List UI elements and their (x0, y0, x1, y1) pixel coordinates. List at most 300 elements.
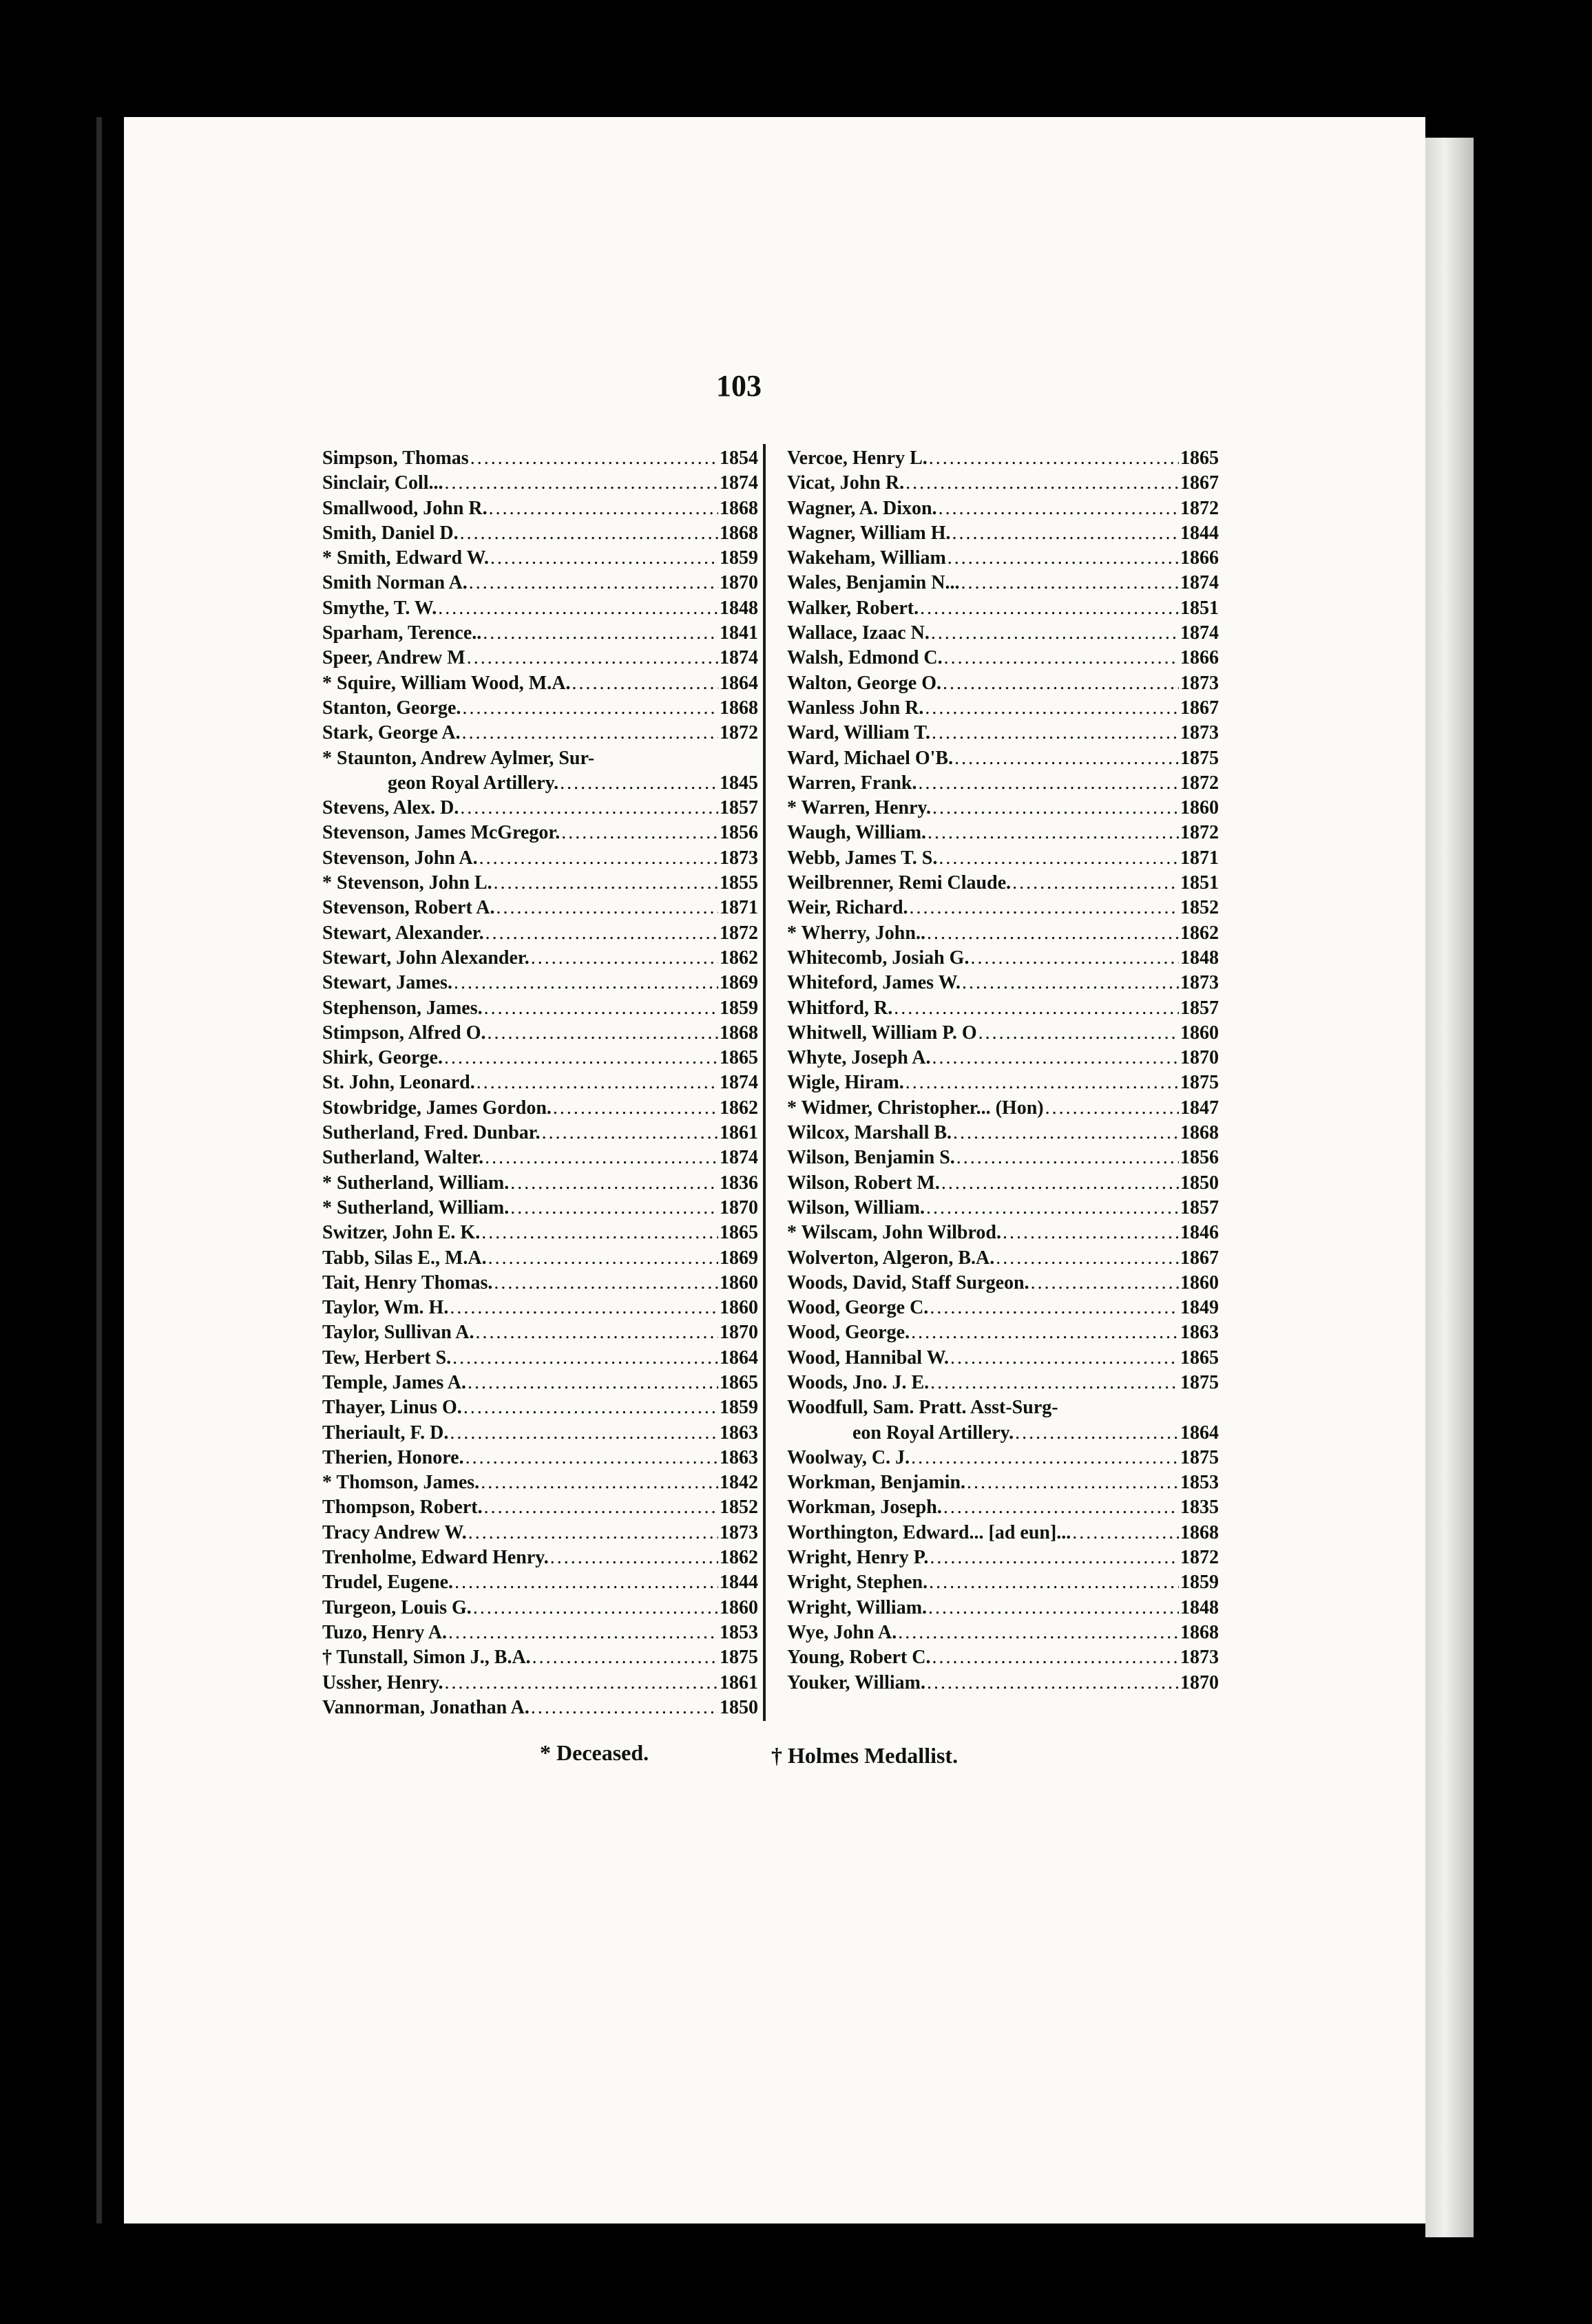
entry-name: Sparham, Terence.. (322, 622, 482, 644)
list-item (322, 1171, 758, 1196)
entry-name: Theriault, F. D. (322, 1422, 449, 1444)
entry-year: 1853 (720, 1621, 758, 1643)
entry-name: Woods, Jno. J. E. (787, 1371, 930, 1393)
entry-year: 1870 (720, 1322, 758, 1344)
list-item (787, 1495, 1219, 1520)
entry-name: Walker, Robert. (787, 597, 919, 619)
entry-name: Youker, William. (787, 1671, 925, 1693)
entry-name: Smith, Daniel D. (322, 522, 459, 544)
list-item (322, 1596, 758, 1620)
entry-name: Weir, Richard. (787, 897, 908, 919)
entry-year: 1848 (1180, 1596, 1219, 1618)
medallist-footnote: † Holmes Medallist. (771, 1743, 959, 1768)
entry-name: Young, Robert C. (787, 1647, 931, 1669)
entry-year: 1874 (720, 1147, 758, 1169)
list-item (322, 1395, 758, 1420)
list-item (787, 846, 1219, 871)
leader-dots (961, 571, 1179, 595)
entry-year: 1868 (1180, 1122, 1219, 1144)
entry-year: 1851 (1180, 597, 1219, 619)
leader-dots (494, 1271, 718, 1296)
entry-year: 1868 (720, 497, 758, 519)
entry-name: Stowbridge, James Gordon. (322, 1097, 552, 1119)
entry-name: Webb, James T. S. (787, 847, 938, 869)
page-edge (1425, 138, 1474, 2237)
entry-year: 1866 (1180, 647, 1219, 669)
entry-year: 1867 (1180, 472, 1219, 494)
leader-dots (978, 1021, 1179, 1046)
entry-name: Turgeon, Louis G. (322, 1596, 472, 1618)
entry-name: Temple, James A. (322, 1371, 466, 1393)
entry-year: 1861 (720, 1671, 758, 1693)
entry-year: 1874 (720, 647, 758, 669)
entry-year: 1870 (1180, 1671, 1219, 1693)
leader-dots (484, 996, 718, 1021)
list-item (787, 721, 1219, 746)
entry-year: 1865 (1180, 447, 1219, 469)
entry-name: Ussher, Henry. (322, 1671, 443, 1693)
leader-dots (952, 521, 1179, 546)
entry-name: Wagner, William H. (787, 522, 951, 544)
list-item (787, 1671, 1219, 1696)
leader-dots (911, 1320, 1179, 1345)
leader-dots (481, 1221, 718, 1245)
list-item (322, 1545, 758, 1570)
entry-year: 1860 (1180, 1022, 1219, 1044)
entry-year: 1860 (1180, 797, 1219, 819)
leader-dots (1015, 1421, 1179, 1446)
entry-name: Waugh, William. (787, 822, 927, 844)
entry-name: Wood, George. (787, 1322, 910, 1344)
leader-dots (910, 896, 1179, 920)
leader-dots (463, 1395, 718, 1420)
entry-year: 1875 (1180, 1446, 1219, 1468)
entry-name: Taylor, Wm. H. (322, 1297, 449, 1319)
list-item (322, 746, 758, 771)
list-item (322, 596, 758, 621)
entry-name: Switzer, John E. K. (322, 1222, 481, 1244)
list-item (787, 571, 1219, 595)
leader-dots (470, 446, 718, 471)
entry-year: 1865 (720, 1047, 758, 1069)
leader-dots (454, 971, 718, 995)
list-item (787, 621, 1219, 646)
leader-dots (510, 1196, 718, 1221)
entry-name: Ward, William T. (787, 722, 930, 744)
left-name-column (322, 446, 758, 1720)
entry-name: Whyte, Joseph A. (787, 1047, 931, 1069)
entry-name: Ward, Michael O'B. (787, 747, 954, 769)
leader-dots (473, 1596, 718, 1620)
entry-year: 1869 (720, 1247, 758, 1269)
list-item (787, 1070, 1219, 1095)
entry-year: 1863 (720, 1446, 758, 1468)
entry-year: 1859 (720, 547, 758, 569)
entry-name: Workman, Joseph. (787, 1497, 942, 1519)
leader-dots (490, 546, 718, 571)
leader-dots (939, 846, 1179, 871)
list-item (322, 1645, 758, 1670)
entry-year: 1873 (1180, 972, 1219, 994)
entry-name: Smith Norman A. (322, 572, 468, 594)
leader-dots (996, 1246, 1179, 1271)
leader-dots (929, 446, 1179, 471)
entry-name: Stevenson, John A. (322, 847, 478, 869)
entry-year: 1864 (1180, 1422, 1219, 1444)
entry-name: Wakeham, William (787, 547, 946, 569)
list-item (322, 496, 758, 521)
entry-year: 1857 (720, 797, 758, 819)
leader-dots (1045, 1096, 1179, 1121)
entry-year: 1866 (1180, 547, 1219, 569)
leader-dots (947, 546, 1179, 571)
entry-year: 1873 (1180, 1647, 1219, 1669)
leader-dots (939, 496, 1179, 521)
leader-dots (445, 471, 718, 496)
list-item (787, 496, 1219, 521)
list-item (322, 1070, 758, 1095)
leader-dots (496, 896, 718, 920)
entry-year: 1874 (720, 472, 758, 494)
entry-name: Stark, George A. (322, 722, 461, 744)
leader-dots (572, 671, 718, 696)
entry-name: Sutherland, Fred. Dunbar. (322, 1122, 541, 1144)
list-item (787, 921, 1219, 946)
entry-name: Tuzo, Henry A. (322, 1621, 447, 1643)
list-item (787, 1171, 1219, 1196)
entry-year: 1870 (1180, 1047, 1219, 1069)
entry-name: * Widmer, Christopher... (Hon) (787, 1097, 1044, 1119)
list-item (322, 1221, 758, 1245)
list-item (787, 1470, 1219, 1495)
list-item (322, 771, 758, 796)
entry-name: Smallwood, John R. (322, 497, 488, 519)
leader-dots (448, 1620, 718, 1645)
list-item (787, 1121, 1219, 1145)
leader-dots (930, 1296, 1179, 1320)
entry-name: Tait, Henry Thomas. (322, 1271, 493, 1293)
list-item (322, 1096, 758, 1121)
leader-dots (542, 1121, 718, 1145)
entry-year: 1862 (1180, 922, 1219, 944)
entry-name: geon Royal Artillery. (388, 772, 559, 794)
leader-dots (956, 1145, 1179, 1170)
leader-dots (928, 1596, 1179, 1620)
list-item (322, 621, 758, 646)
leader-dots (561, 821, 718, 845)
list-item (787, 796, 1219, 821)
list-item (787, 1021, 1219, 1046)
list-item (322, 796, 758, 821)
entry-name: Wilson, William. (787, 1196, 925, 1218)
entry-name: * Thomson, James. (322, 1472, 480, 1494)
entry-year: 1869 (720, 972, 758, 994)
entry-year: 1852 (720, 1497, 758, 1519)
list-item (322, 1371, 758, 1395)
leader-dots (550, 1545, 718, 1570)
leader-dots (905, 471, 1179, 496)
list-item (322, 1046, 758, 1070)
list-item (322, 1271, 758, 1296)
right-name-column (787, 446, 1219, 1696)
leader-dots (467, 646, 718, 670)
leader-dots (532, 1645, 718, 1670)
entry-name: Wood, Hannibal W. (787, 1346, 950, 1369)
list-item (322, 1570, 758, 1595)
list-item (322, 821, 758, 845)
list-item (787, 971, 1219, 995)
leader-dots (1012, 871, 1179, 896)
entry-name: Whiteford, James W. (787, 972, 961, 994)
entry-name: Wales, Benjamin N... (787, 572, 960, 594)
leader-dots (967, 1470, 1179, 1495)
entry-name: † Tunstall, Simon J., B.A. (322, 1647, 531, 1669)
leader-dots (928, 821, 1179, 845)
list-item (787, 1446, 1219, 1470)
list-item (322, 1021, 758, 1046)
leader-dots (932, 796, 1179, 821)
list-item (322, 1145, 758, 1170)
leader-dots (920, 596, 1179, 621)
list-item (787, 1221, 1219, 1245)
column-divider (763, 444, 766, 1721)
entry-name: * Wherry, John.. (787, 922, 925, 944)
leader-dots (932, 1645, 1179, 1670)
list-item (787, 1196, 1219, 1221)
leader-dots (450, 1421, 718, 1446)
entry-year: 1859 (720, 1397, 758, 1419)
entry-name: Whitford, R. (787, 997, 893, 1019)
list-item (787, 696, 1219, 721)
entry-name: Worthington, Edward... [ad eun]... (787, 1521, 1071, 1543)
entry-name: Trenholme, Edward Henry. (322, 1547, 549, 1569)
entry-year: 1873 (720, 1521, 758, 1543)
leader-dots (929, 1570, 1179, 1595)
entry-name: Wilson, Benjamin S. (787, 1147, 955, 1169)
list-item (787, 1296, 1219, 1320)
entry-year: 1868 (1180, 1621, 1219, 1643)
entry-year: 1842 (720, 1472, 758, 1494)
list-item (322, 1470, 758, 1495)
entry-year: 1868 (720, 1022, 758, 1044)
leader-dots (898, 1620, 1179, 1645)
entry-name: Smythe, T. W. (322, 597, 437, 619)
leader-dots (445, 1671, 718, 1696)
entry-name: * Sutherland, William. (322, 1196, 510, 1218)
list-item (322, 471, 758, 496)
entry-name: * Sutherland, William. (322, 1172, 510, 1194)
entry-name: Wood, George C. (787, 1297, 929, 1319)
leader-dots (932, 1046, 1179, 1070)
entry-name: * Smith, Edward W. (322, 547, 489, 569)
list-item (787, 771, 1219, 796)
leader-dots (930, 1545, 1179, 1570)
leader-dots (944, 646, 1179, 670)
entry-name: Stimpson, Alfred O. (322, 1022, 486, 1044)
entry-name: * Squire, William Wood, M.A. (322, 672, 571, 694)
list-item (322, 996, 758, 1021)
entry-name: Tabb, Silas E., M.A. (322, 1247, 487, 1269)
list-item (322, 871, 758, 896)
leader-dots (494, 871, 718, 896)
entry-name: Woolway, C. J. (787, 1446, 910, 1468)
entry-name: Woodfull, Sam. Pratt. Asst-Surg- (787, 1397, 1058, 1419)
entry-year: 1860 (720, 1596, 758, 1618)
leader-dots (444, 1046, 718, 1070)
entry-year: 1847 (1180, 1097, 1219, 1119)
leader-dots (905, 1070, 1179, 1095)
entry-year: 1872 (1180, 1547, 1219, 1569)
entry-year: 1857 (1180, 1196, 1219, 1218)
list-item (787, 946, 1219, 971)
list-item (787, 1246, 1219, 1271)
leader-dots (953, 1121, 1179, 1145)
entry-name: Walton, George O. (787, 672, 941, 694)
entry-name: Whitecomb, Josiah G. (787, 947, 970, 969)
entry-year: 1863 (720, 1422, 758, 1444)
list-item (322, 671, 758, 696)
binding-line (96, 117, 102, 2223)
list-item (787, 1371, 1219, 1395)
leader-dots (460, 521, 718, 546)
entry-year: 1862 (720, 947, 758, 969)
list-item (787, 896, 1219, 920)
entry-year: 1861 (720, 1122, 758, 1144)
list-item (787, 446, 1219, 471)
deceased-footnote: * Deceased. (540, 1740, 649, 1765)
list-item (322, 1696, 758, 1720)
entry-name: Wilson, Robert M. (787, 1172, 940, 1194)
list-item (787, 1395, 1219, 1420)
entry-year: 1870 (720, 572, 758, 594)
leader-dots (469, 571, 718, 595)
list-item (787, 1346, 1219, 1371)
entry-year: 1870 (720, 1196, 758, 1218)
leader-dots (483, 621, 718, 646)
entry-name: * Staunton, Andrew Aylmer, Sur- (322, 747, 595, 769)
list-item (787, 1271, 1219, 1296)
list-item (787, 1320, 1219, 1345)
list-item (787, 821, 1219, 845)
entry-name: Sutherland, Walter. (322, 1147, 484, 1169)
list-item (322, 521, 758, 546)
entry-year: 1852 (1180, 897, 1219, 919)
entry-year: 1874 (720, 1072, 758, 1094)
entry-name: Workman, Benjamin. (787, 1472, 966, 1494)
list-item (322, 1421, 758, 1446)
entry-name: Warren, Frank. (787, 772, 917, 794)
entry-year: 1874 (1180, 572, 1219, 594)
entry-name: Wagner, A. Dixon. (787, 497, 937, 519)
leader-dots (485, 921, 718, 946)
entry-name: Wright, Henry P. (787, 1547, 929, 1569)
entry-year: 1875 (1180, 1072, 1219, 1094)
entry-year: 1857 (1180, 997, 1219, 1019)
list-item (787, 1620, 1219, 1645)
entry-name: Vercoe, Henry L. (787, 447, 928, 469)
list-item (322, 1620, 758, 1645)
list-item (322, 1296, 758, 1320)
entry-year: 1875 (720, 1647, 758, 1669)
entry-name: Stewart, John Alexander. (322, 947, 530, 969)
entry-year: 1871 (1180, 847, 1219, 869)
entry-name: Thayer, Linus O. (322, 1397, 462, 1419)
entry-year: 1860 (720, 1297, 758, 1319)
list-item (322, 646, 758, 670)
entry-year: 1848 (1180, 947, 1219, 969)
entry-year: 1872 (1180, 822, 1219, 844)
leader-dots (932, 721, 1179, 746)
leader-dots (943, 671, 1179, 696)
list-item (322, 1521, 758, 1545)
leader-dots (485, 1145, 718, 1170)
leader-dots (894, 996, 1179, 1021)
leader-dots (970, 946, 1179, 971)
entry-year: 1836 (720, 1172, 758, 1194)
list-item (787, 1046, 1219, 1070)
entry-name: St. John, Leonard. (322, 1072, 475, 1094)
leader-dots (460, 796, 718, 821)
entry-year: 1864 (720, 672, 758, 694)
list-item (322, 946, 758, 971)
entry-year: 1859 (720, 997, 758, 1019)
leader-dots (475, 1320, 718, 1345)
entry-year: 1848 (720, 597, 758, 619)
entry-year: 1850 (720, 1696, 758, 1718)
entry-year: 1860 (720, 1271, 758, 1293)
list-item (322, 721, 758, 746)
leader-dots (1072, 1521, 1179, 1545)
document-page (124, 117, 1425, 2223)
entry-year: 1871 (720, 897, 758, 919)
leader-dots (488, 1246, 718, 1271)
leader-dots (476, 1070, 718, 1095)
list-item (787, 1145, 1219, 1170)
list-item (322, 696, 758, 721)
entry-year: 1867 (1180, 1247, 1219, 1269)
leader-dots (911, 1446, 1179, 1470)
entry-year: 1863 (1180, 1322, 1219, 1344)
entry-year: 1854 (720, 447, 758, 469)
entry-name: Trudel, Eugene. (322, 1572, 454, 1594)
list-item (322, 446, 758, 471)
entry-year: 1853 (1180, 1472, 1219, 1494)
entry-name: Wolverton, Algeron, B.A. (787, 1247, 995, 1269)
leader-dots (481, 1470, 718, 1495)
leader-dots (943, 1495, 1179, 1520)
entry-year: 1850 (1180, 1172, 1219, 1194)
entry-name: Sinclair, Coll... (322, 472, 443, 494)
list-item (787, 1596, 1219, 1620)
entry-name: * Warren, Henry. (787, 797, 931, 819)
entry-year: 1865 (1180, 1346, 1219, 1369)
entry-name: Stephenson, James. (322, 997, 483, 1019)
list-item (787, 646, 1219, 670)
entry-year: 1864 (720, 1346, 758, 1369)
leader-dots (962, 971, 1179, 995)
entry-year: 1872 (720, 722, 758, 744)
leader-dots (930, 1371, 1179, 1395)
entry-name: Stewart, Alexander. (322, 922, 484, 944)
list-item (322, 921, 758, 946)
entry-year: 1862 (720, 1097, 758, 1119)
leader-dots (468, 1521, 718, 1545)
leader-dots (468, 1371, 718, 1395)
entry-name: Wright, Stephen. (787, 1572, 928, 1594)
list-item (787, 671, 1219, 696)
list-item (322, 1121, 758, 1145)
entry-year: 1855 (720, 872, 758, 894)
